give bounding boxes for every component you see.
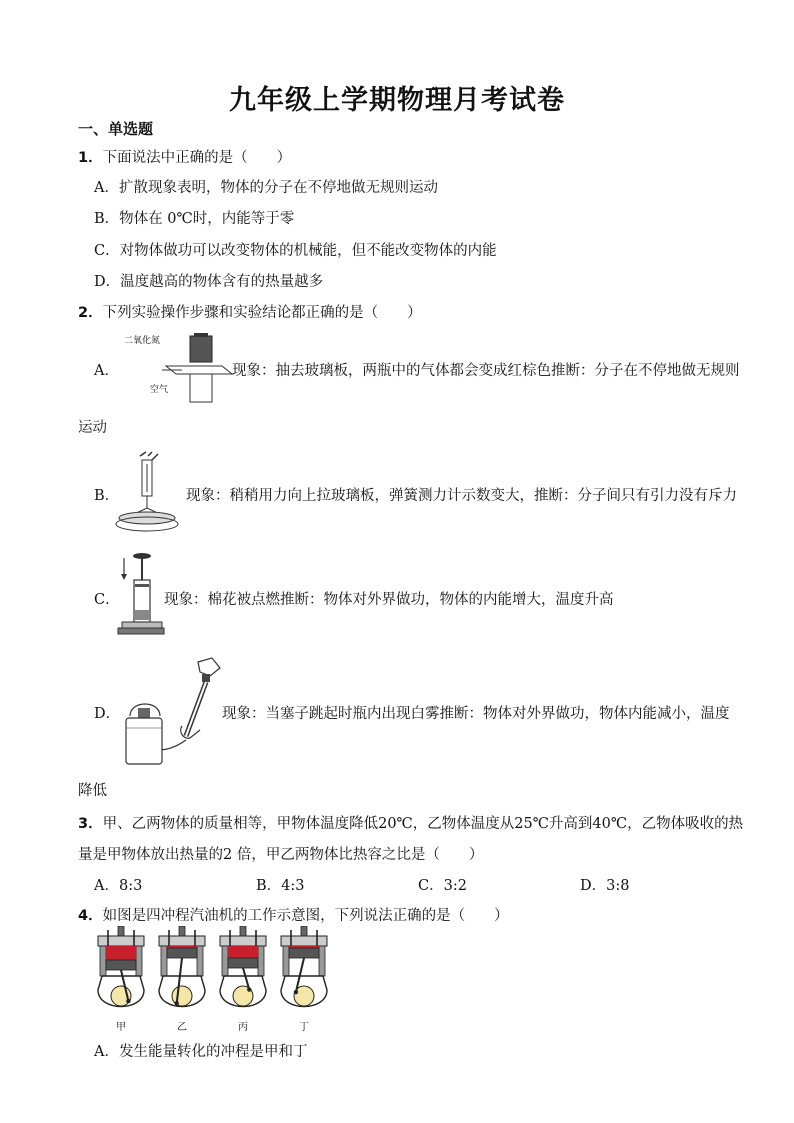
q1-option-a: A．扩散现象表明，物体的分子在不停地做无规则运动 <box>94 180 438 196</box>
air-compression-cylinder-figure <box>118 552 164 636</box>
q4-option-a: A．发生能量转化的冲程是甲和丁 <box>94 1044 308 1060</box>
question-number: 2． <box>78 305 103 321</box>
engine-label: 甲 <box>116 1022 126 1033</box>
question-1 <box>78 146 291 167</box>
question-stem: 下面说法中正确的是（ ） <box>102 150 292 166</box>
question-4 <box>78 904 509 925</box>
question-number: 1． <box>78 150 103 166</box>
spring-scale-glass-figure <box>118 452 184 532</box>
q2-option-b-letter: B． <box>94 488 120 504</box>
page-title: 九年级上学期物理月考试卷 <box>229 85 565 116</box>
question-2 <box>78 301 422 322</box>
engine-stroke-diagram <box>92 926 150 1034</box>
q2-option-a-continued: 运动 <box>78 420 107 436</box>
question-stem: 如图是四冲程汽油机的工作示意图，下列说法正确的是（ ） <box>102 908 509 924</box>
engine-label: 丙 <box>238 1022 248 1033</box>
q3-option-b: B．4:3 <box>256 878 305 894</box>
q2-option-d-text: 现象：当塞子跳起时瓶内出现白雾推断：物体对外界做功，物体内能减小，温度 <box>222 706 730 722</box>
question-3 <box>78 812 743 833</box>
q2-option-d-letter: D． <box>94 706 121 722</box>
q2-option-a-letter: A． <box>94 363 119 379</box>
engine-label: 丁 <box>299 1022 309 1033</box>
engine-stroke-diagram <box>214 926 272 1034</box>
question-stem-line1: 甲、乙两物体的质量相等，甲物体温度降低20℃，乙物体温度从25℃升高到40℃，乙物体吸收的热 <box>102 816 744 832</box>
figure-label-bottom: 空气 <box>150 385 169 395</box>
question-stem: 下列实验操作步骤和实验结论都正确的是（ ） <box>102 305 422 321</box>
q3-option-c: C．3:2 <box>418 878 467 894</box>
engine-stroke-diagram <box>275 926 333 1034</box>
q2-option-c-letter: C． <box>94 592 120 608</box>
q2-option-d-continued: 降低 <box>78 783 107 799</box>
q2-option-b-text: 现象：稍稍用力向上拉玻璃板，弹簧测力计示数变大，推断：分子间只有引力没有斥力 <box>186 488 737 504</box>
q2-option-c-text: 现象：棉花被点燃推断：物体对外界做功，物体的内能增大，温度升高 <box>164 592 614 608</box>
q1-option-b: B．物体在 0℃时，内能等于零 <box>94 211 295 227</box>
q1-option-d: D．温度越高的物体含有的热量越多 <box>94 274 324 290</box>
bottle-pump-figure <box>120 656 222 768</box>
engine-label: 乙 <box>177 1022 187 1033</box>
q3-option-a: A．8:3 <box>94 878 143 894</box>
engine-strokes-figure <box>92 926 342 1034</box>
question-number: 4． <box>78 908 103 924</box>
question-number: 3． <box>78 816 103 832</box>
q3-option-d: D．3:8 <box>580 878 630 894</box>
question-stem-line2: 量是甲物体放出热量的2 倍，甲乙两物体比热容之比是（ ） <box>78 847 484 863</box>
section-heading: 一、单选题 <box>78 120 154 138</box>
figure-label-top: 二氧化氮 <box>124 336 161 346</box>
engine-stroke-diagram <box>153 926 211 1034</box>
q1-option-c: C．对物体做功可以改变物体的机械能，但不能改变物体的内能 <box>94 243 497 259</box>
q2-option-a-text: 现象：抽去玻璃板，两瓶中的气体都会变成红棕色推断：分子在不停地做无规则 <box>232 363 740 379</box>
diffusion-bottles-figure <box>122 332 232 404</box>
